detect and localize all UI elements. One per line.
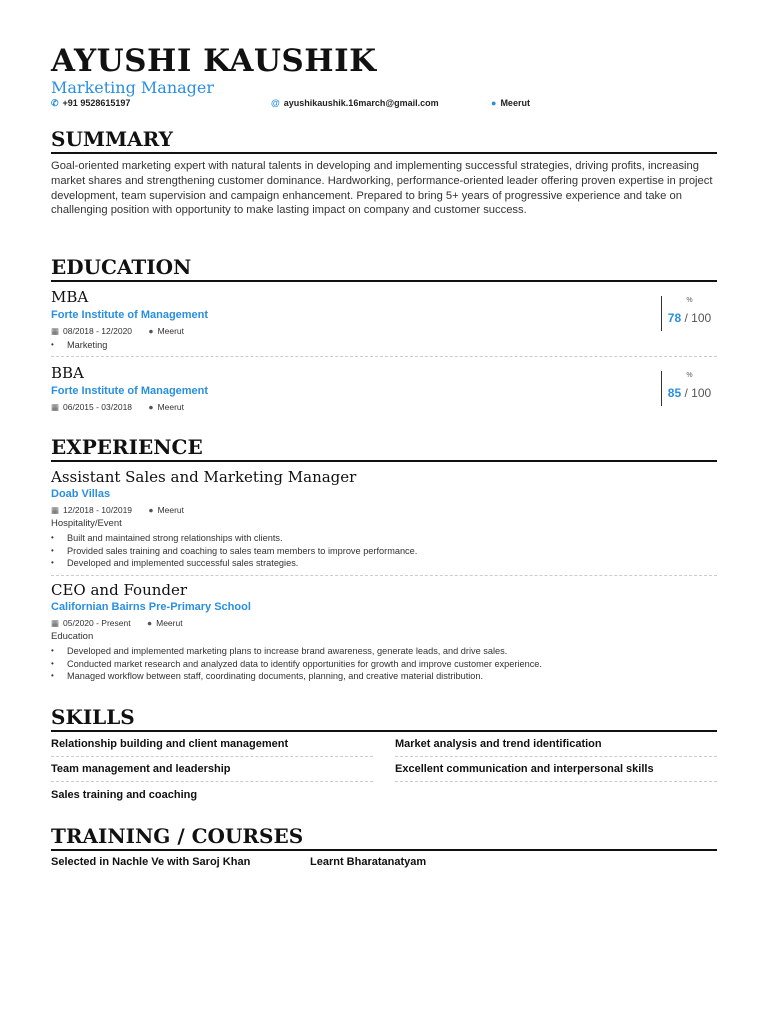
divider <box>51 575 717 576</box>
list-item: • Developed and implemented successful sales strategies. <box>51 557 717 570</box>
calendar-icon: ▦ <box>51 618 60 628</box>
skill-item: Sales training and coaching <box>51 789 198 801</box>
calendar-icon: ▦ <box>51 402 60 412</box>
divider <box>395 781 717 782</box>
education-details <box>51 339 717 352</box>
industry: Education <box>51 631 94 642</box>
experience-bullets <box>51 532 717 570</box>
dates: 08/2018 - 12/2020 <box>63 326 133 336</box>
company[interactable]: Californian Bairns Pre-Primary School <box>51 601 251 613</box>
education-entry-bba <box>51 363 717 413</box>
company[interactable]: Doab Villas <box>51 488 111 500</box>
list-item: • Managed workflow between staff, coordinating documents, planning, and creative material distribution. <box>51 670 717 683</box>
skill-item: Team management and leadership <box>51 763 231 775</box>
section-title-training: TRAINING / COURSES <box>51 824 717 851</box>
location-pin-icon: ● <box>148 326 154 336</box>
dates: 12/2018 - 10/2019 <box>63 505 133 515</box>
degree: MBA <box>51 288 89 306</box>
location: Meerut <box>157 505 185 515</box>
location-pin-icon: ● <box>148 505 154 515</box>
divider <box>51 756 373 757</box>
email-text[interactable]: ayushikaushik.16march@gmail.com <box>283 98 439 108</box>
phone-text: +91 9528615197 <box>62 98 131 108</box>
degree: BBA <box>51 364 84 382</box>
section-title-summary: SUMMARY <box>51 127 717 154</box>
location: Meerut <box>157 326 185 336</box>
contact-location <box>491 96 530 110</box>
institution[interactable]: Forte Institute of Management <box>51 385 209 397</box>
location: Meerut <box>157 402 185 412</box>
candidate-name: AYUSHI KAUSHIK <box>51 43 377 79</box>
candidate-role: Marketing Manager <box>51 78 215 97</box>
industry: Hospitality/Event <box>51 518 122 529</box>
list-item: • Conducted market research and analyzed data to identify opportunities for growth and improve customer experience. <box>51 658 717 671</box>
section-title-education: EDUCATION <box>51 255 717 282</box>
experience-meta <box>51 504 717 516</box>
section-title-skills: SKILLS <box>51 705 717 732</box>
score-unit: % <box>686 372 693 379</box>
institution[interactable]: Forte Institute of Management <box>51 309 209 321</box>
list-item: • Built and maintained strong relationships with clients. <box>51 532 717 545</box>
section-title-experience: EXPERIENCE <box>51 435 717 462</box>
location: Meerut <box>156 618 183 628</box>
score-unit: % <box>686 297 693 304</box>
phone-icon: ✆ <box>51 98 59 108</box>
skill-item: Relationship building and client management <box>51 738 289 750</box>
contact-row <box>51 96 717 110</box>
calendar-icon: ▦ <box>51 505 60 515</box>
job-title: CEO and Founder <box>51 581 188 599</box>
skill-item: Excellent communication and interpersonal skills <box>395 763 654 775</box>
contact-email[interactable] <box>271 96 439 110</box>
divider <box>395 756 717 757</box>
dates: 05/2020 - Present <box>63 618 131 628</box>
location-pin-icon: ● <box>491 98 497 108</box>
divider <box>51 356 717 357</box>
score-value: 78 <box>667 311 682 325</box>
score-value: 85 <box>667 386 682 400</box>
score-box <box>661 296 717 331</box>
score-max: / 100 <box>684 311 712 325</box>
experience-entry <box>51 467 717 570</box>
location-pin-icon: ● <box>148 402 154 412</box>
education-meta <box>51 325 717 337</box>
education-entry-mba <box>51 287 717 352</box>
location-pin-icon: ● <box>146 618 153 628</box>
dates: 06/2015 - 03/2018 <box>63 402 133 412</box>
contact-phone <box>51 96 130 110</box>
education-meta <box>51 401 717 413</box>
divider <box>51 781 373 782</box>
score-max: / 100 <box>684 386 712 400</box>
calendar-icon: ▦ <box>51 326 60 336</box>
score-box <box>661 371 717 406</box>
skill-item: Market analysis and trend identification <box>395 738 602 750</box>
course-item: Selected in Nachle Ve with Saroj Khan <box>51 856 251 868</box>
experience-entry <box>51 580 717 683</box>
list-item: • Marketing <box>51 339 717 352</box>
job-title: Assistant Sales and Marketing Manager <box>51 468 357 486</box>
location-text: Meerut <box>500 98 530 108</box>
experience-bullets <box>51 645 717 683</box>
list-item: • Developed and implemented marketing plans to increase brand awareness, generate leads, and drive sales. <box>51 645 717 658</box>
list-item: • Provided sales training and coaching to sales team members to improve performance. <box>51 545 717 558</box>
summary-text: Goal-oriented marketing expert with natural talents in developing and implementing successful strategies, driving profits, increasing market shares and strengthening customer dominance. Hardworking, performance-oriented leader offering proven expertise in project development, team supervision and campaign enhancement. Prepared to bring 5+ years of progressive experience and take on challenging position with opportunity to make lasting impact on company and customer success. <box>51 160 713 217</box>
at-icon: @ <box>271 98 280 108</box>
course-item: Learnt Bharatanatyam <box>310 856 427 868</box>
experience-meta <box>51 617 717 629</box>
